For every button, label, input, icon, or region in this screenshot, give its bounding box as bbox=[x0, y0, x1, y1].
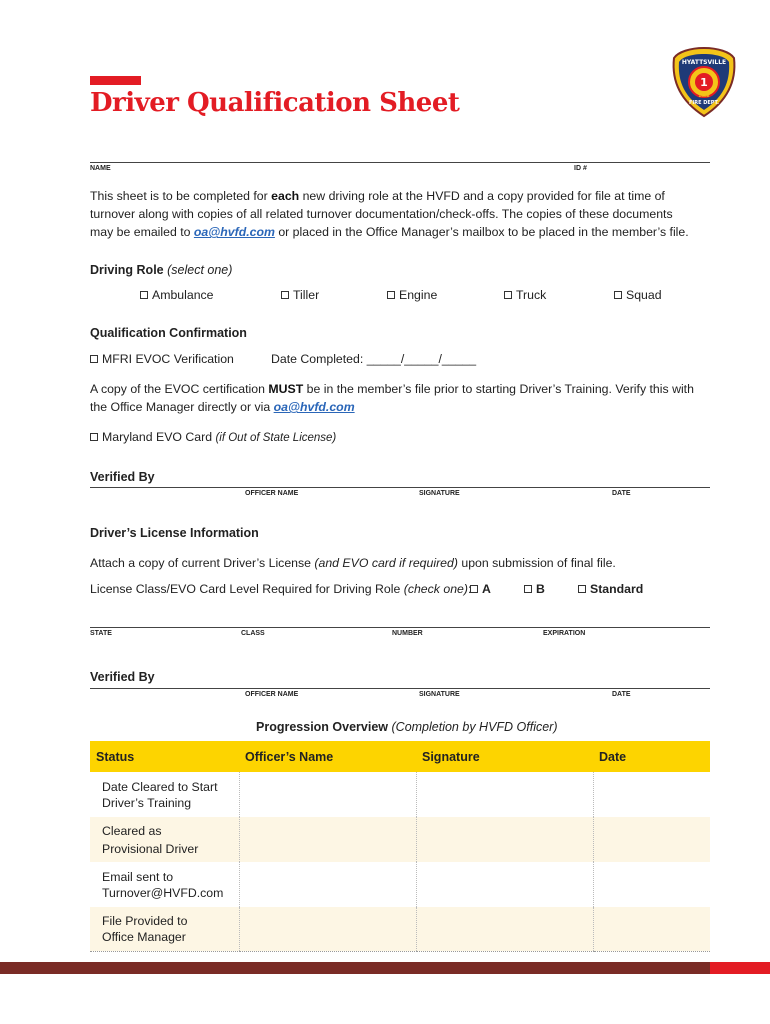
expiration-label: EXPIRATION bbox=[543, 630, 586, 637]
checkbox-icon bbox=[470, 585, 478, 593]
class-standard-checkbox[interactable]: Standard bbox=[578, 582, 643, 596]
role-ambulance-checkbox[interactable]: Ambulance bbox=[140, 288, 214, 302]
role-squad-checkbox[interactable]: Squad bbox=[614, 288, 662, 302]
table-row bbox=[90, 907, 710, 951]
email-link[interactable]: oa@hvfd.com bbox=[273, 400, 355, 414]
column-header-officer-name: Officer’s Name bbox=[239, 741, 416, 772]
driving-role-heading: Driving Role (select one) bbox=[90, 263, 233, 277]
date-cell[interactable] bbox=[593, 907, 710, 951]
date-cell[interactable] bbox=[593, 772, 710, 817]
checkbox-icon bbox=[524, 585, 532, 593]
status-cell: File Provided to Office Manager bbox=[90, 907, 239, 951]
officer-name-cell[interactable] bbox=[239, 817, 416, 862]
evoc-copy-paragraph: A copy of the EVOC certification MUST be in the member’s file prior to starting Driver’s Training. Verify this with the Office Manager directly or via oa@hvfd.com bbox=[90, 382, 694, 414]
status-cell: Date Cleared to Start Driver’s Training bbox=[102, 779, 218, 810]
license-info-heading: Driver’s License Information bbox=[90, 526, 259, 540]
table-row bbox=[90, 772, 710, 817]
page-title: Driver Qualification Sheet bbox=[90, 88, 460, 118]
signature-label: SIGNATURE bbox=[419, 490, 460, 497]
id-field-label: ID # bbox=[574, 165, 587, 172]
verified-by-heading: Verified By bbox=[90, 670, 155, 684]
signature-cell[interactable] bbox=[416, 862, 593, 907]
checkbox-icon bbox=[387, 291, 395, 299]
column-header-status: Status bbox=[90, 741, 239, 772]
column-header-date: Date bbox=[593, 741, 710, 772]
svg-text:HYATTSVILLE: HYATTSVILLE bbox=[681, 59, 727, 66]
table-row bbox=[90, 817, 710, 862]
checkbox-icon bbox=[140, 291, 148, 299]
title-accent-bar bbox=[90, 76, 141, 85]
progression-heading: Progression Overview (Completion by HVFD Officer) bbox=[256, 720, 558, 734]
license-details-line[interactable] bbox=[90, 627, 710, 628]
checkbox-icon bbox=[578, 585, 586, 593]
fire-department-badge-logo bbox=[668, 46, 740, 118]
email-link[interactable]: oa@hvfd.com bbox=[193, 225, 275, 239]
intro-paragraph: This sheet is to be completed for each new driving role at the HVFD and a copy provided for file at time of turnover along with copies of all related turnover documentation/check-offs. The copies of these documents may be emailed to oa@hvfd.com or placed in the Office Manager’s mailbox to be placed in the member’s file. bbox=[90, 189, 689, 239]
attach-license-text: Attach a copy of current Driver’s License (and EVO card if required) upon submission of final file. bbox=[90, 556, 616, 570]
svg-text:1888: 1888 bbox=[698, 93, 710, 98]
footer-accent-bar bbox=[710, 962, 770, 974]
number-label: NUMBER bbox=[392, 630, 423, 637]
svg-text:FIRE DEPT.: FIRE DEPT. bbox=[688, 100, 720, 106]
checkbox-icon bbox=[504, 291, 512, 299]
qualification-heading: Qualification Confirmation bbox=[90, 326, 247, 340]
progression-table bbox=[90, 741, 710, 952]
class-a-checkbox[interactable]: A bbox=[470, 582, 491, 596]
verified-by-heading: Verified By bbox=[90, 470, 155, 484]
state-label: STATE bbox=[90, 630, 112, 637]
footer-bar bbox=[0, 962, 770, 974]
status-cell: Cleared as Provisional Driver bbox=[90, 817, 239, 862]
svg-text:1: 1 bbox=[700, 76, 708, 89]
officer-name-cell[interactable] bbox=[239, 862, 416, 907]
mfri-evoc-checkbox[interactable]: MFRI EVOC Verification bbox=[90, 352, 234, 366]
column-header-signature: Signature bbox=[416, 741, 593, 772]
table-header-row bbox=[90, 741, 710, 772]
status-cell: Email sent to Turnover@HVFD.com bbox=[102, 869, 224, 900]
officer-name-cell[interactable] bbox=[239, 907, 416, 951]
date-cell[interactable] bbox=[593, 817, 710, 862]
officer-name-cell[interactable] bbox=[239, 772, 416, 817]
verified-by-signature-line[interactable] bbox=[90, 487, 710, 488]
license-class-text: License Class/EVO Card Level Required for Driving Role (check one): bbox=[90, 582, 472, 596]
checkbox-icon bbox=[614, 291, 622, 299]
date-cell[interactable] bbox=[593, 862, 710, 907]
date-completed-field[interactable]: Date Completed: _____/_____/_____ bbox=[271, 352, 477, 366]
role-tiller-checkbox[interactable]: Tiller bbox=[281, 288, 319, 302]
checkbox-icon bbox=[90, 355, 98, 363]
checkbox-icon bbox=[90, 433, 98, 441]
name-field-label: NAME bbox=[90, 165, 111, 172]
signature-cell[interactable] bbox=[416, 907, 593, 951]
signature-cell[interactable] bbox=[416, 817, 593, 862]
signature-cell[interactable] bbox=[416, 772, 593, 817]
checkbox-icon bbox=[281, 291, 289, 299]
date-label: DATE bbox=[612, 490, 631, 497]
role-truck-checkbox[interactable]: Truck bbox=[504, 288, 546, 302]
date-label: DATE bbox=[612, 691, 631, 698]
officer-name-label: OFFICER NAME bbox=[245, 490, 299, 497]
name-id-line[interactable] bbox=[90, 162, 710, 163]
signature-label: SIGNATURE bbox=[419, 691, 460, 698]
officer-name-label: OFFICER NAME bbox=[245, 691, 299, 698]
class-b-checkbox[interactable]: B bbox=[524, 582, 545, 596]
maryland-evo-checkbox[interactable]: Maryland EVO Card (if Out of State License) bbox=[90, 430, 336, 444]
class-label: CLASS bbox=[241, 630, 265, 637]
verified-by-signature-line[interactable] bbox=[90, 688, 710, 689]
table-row bbox=[90, 862, 710, 907]
role-engine-checkbox[interactable]: Engine bbox=[387, 288, 437, 302]
